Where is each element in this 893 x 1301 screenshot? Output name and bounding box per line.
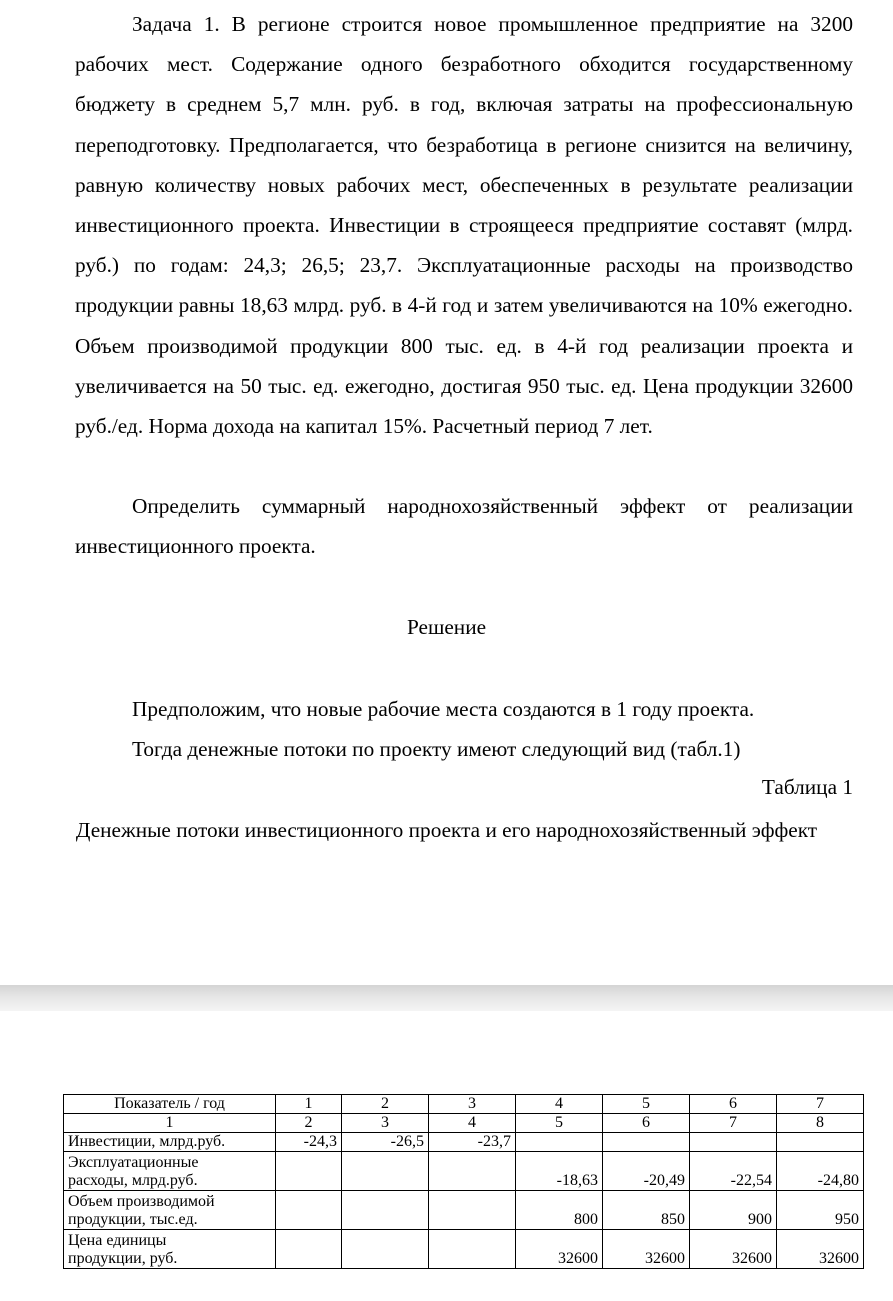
table-row-production-volume [64, 1191, 864, 1230]
row-label: Инвестиции, млрд.руб. [64, 1133, 276, 1152]
table-cell: 950 [777, 1191, 864, 1230]
table-cell [276, 1191, 342, 1230]
table-cell: -22,54 [690, 1152, 777, 1191]
table-cell [429, 1152, 516, 1191]
table-cell: -24,3 [276, 1133, 342, 1152]
header-cell: 1 [276, 1095, 342, 1114]
table-cell: 850 [603, 1191, 690, 1230]
table-cell [342, 1191, 429, 1230]
header-cell: 7 [777, 1095, 864, 1114]
row-label: Объем производимой продукции, тыс.ед. [64, 1191, 276, 1230]
table-cell: 900 [690, 1191, 777, 1230]
solution-heading: Решение [406, 615, 487, 639]
page-break-gap [0, 985, 893, 1011]
table-cell [342, 1230, 429, 1269]
table-label: Таблица 1 [761, 775, 853, 799]
table-cell [276, 1152, 342, 1191]
table-cell [429, 1230, 516, 1269]
table-cell [276, 1230, 342, 1269]
table-row-investments [64, 1133, 864, 1152]
numbering-cell: 3 [342, 1114, 429, 1133]
table-cell [342, 1152, 429, 1191]
numbering-cell: 6 [603, 1114, 690, 1133]
table-cell: 32600 [516, 1230, 603, 1269]
row-label: Цена единицы продукции, руб. [64, 1230, 276, 1269]
header-cell: Показатель / год [64, 1095, 276, 1114]
table-cell [690, 1133, 777, 1152]
table-cell [429, 1191, 516, 1230]
numbering-cell: 5 [516, 1114, 603, 1133]
table-numbering-row [64, 1114, 864, 1133]
header-cell: 3 [429, 1095, 516, 1114]
header-cell: 2 [342, 1095, 429, 1114]
table-cell: 32600 [690, 1230, 777, 1269]
numbering-cell: 4 [429, 1114, 516, 1133]
header-cell: 6 [690, 1095, 777, 1114]
numbering-cell: 2 [276, 1114, 342, 1133]
table-cell: -24,80 [777, 1152, 864, 1191]
header-cell: 5 [603, 1095, 690, 1114]
table-cell [777, 1133, 864, 1152]
table-cell: -26,5 [342, 1133, 429, 1152]
table-row-unit-price [64, 1230, 864, 1269]
table-cell [603, 1133, 690, 1152]
table-cell: 32600 [603, 1230, 690, 1269]
cashflow-table [63, 1094, 864, 1269]
assumption-line: Предположим, что новые рабочие места создаются в 1 году проекта. [132, 697, 755, 721]
header-cell: 4 [516, 1095, 603, 1114]
problem-paragraph: Задача 1. В регионе строится новое промышленное предприятие на 3200 рабочих мест. Содержание одного безработного обходится государственному бюджету в среднем 5,7 млн. руб. в год, включая затраты на профессиональную переподготовку. Предполагается, что безработица в регионе снизится на величину, равную количеству новых рабочих мест, обеспеченных в результате реализации инвестиционного проекта. Инвестиции в строящееся предприятие составят (млрд. руб.) по годам: 24,3; 26,5; 23,7. Эксплуатационные расходы на производство продукции равны 18,63 млрд. руб. в 4-й год и затем увеличиваются на 10% ежегодно. Объем производимой продукции 800 тыс. ед. в 4-й год реализации проекта и увеличивается на 50 тыс. ед. ежегодно, достигая 950 тыс. ед. Цена продукции 32600 руб./ед. Норма дохода на капитал 15%. Расчетный период 7 лет. [75, 12, 853, 439]
table-cell [516, 1133, 603, 1152]
cashflow-intro-line: Тогда денежные потоки по проекту имеют следующий вид (табл.1) [132, 737, 741, 761]
table-title: Денежные потоки инвестиционного проекта и его народнохозяйственный эффект [75, 818, 818, 842]
numbering-cell: 8 [777, 1114, 864, 1133]
table-cell: -23,7 [429, 1133, 516, 1152]
task-paragraph: Определить суммарный народнохозяйственный эффект от реализации инвестиционного проекта. [75, 494, 853, 559]
table-cell: -20,49 [603, 1152, 690, 1191]
row-label: Эксплуатационные расходы, млрд.руб. [64, 1152, 276, 1191]
table-cell: -18,63 [516, 1152, 603, 1191]
numbering-cell: 1 [64, 1114, 276, 1133]
table-row-operating-costs [64, 1152, 864, 1191]
numbering-cell: 7 [690, 1114, 777, 1133]
table-header-row [64, 1095, 864, 1114]
table-cell: 32600 [777, 1230, 864, 1269]
table-cell: 800 [516, 1191, 603, 1230]
